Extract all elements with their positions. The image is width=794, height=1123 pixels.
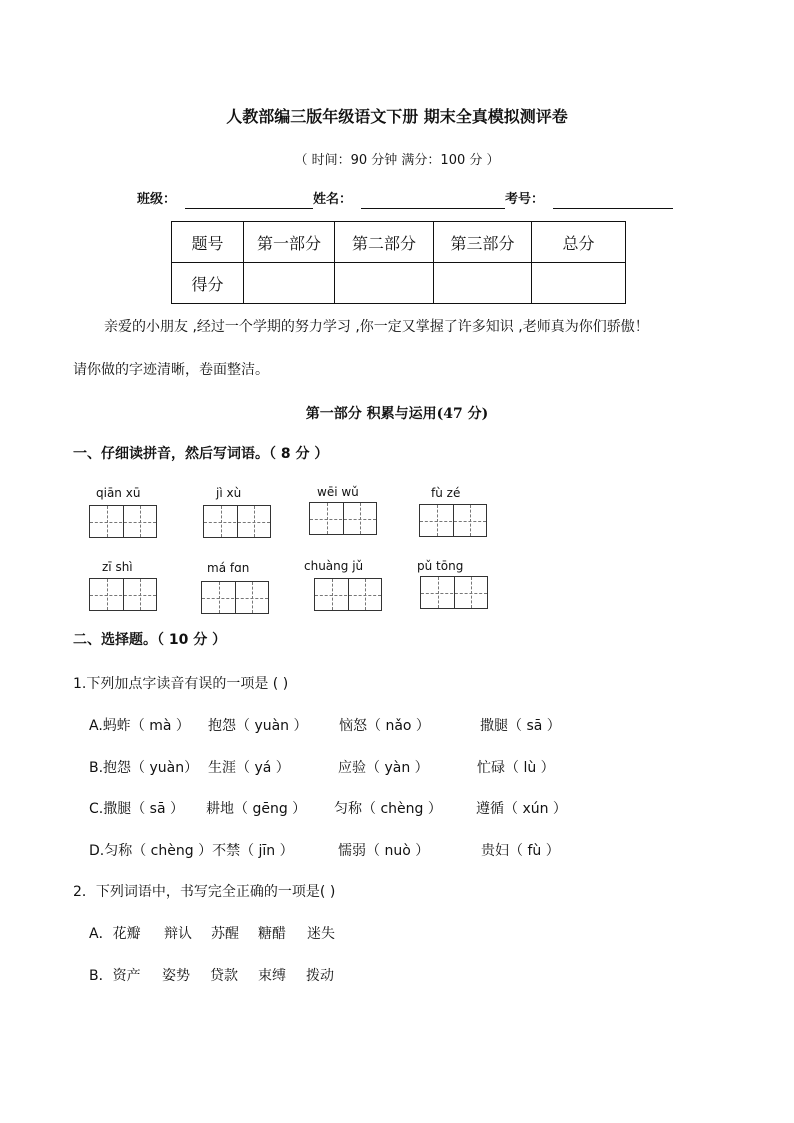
option-b-word-4: 忙碌（ lù ）: [477, 760, 555, 776]
q1-heading: 一、仔细读拼音，然后写词语。（ 8 分 ）: [73, 446, 329, 462]
exam-no-label: 考号：: [505, 192, 545, 207]
score-row-label: 得分: [172, 263, 244, 304]
writing-grid-box[interactable]: [89, 505, 157, 538]
writing-grid-box[interactable]: [89, 578, 157, 611]
intro-line-1: 亲爱的小朋友 ,经过一个学期的努力学习 ,你一定又掌握了许多知识 ,老师真为你们骄傲！: [104, 319, 649, 335]
table-header-cell: 第三部分: [434, 222, 532, 263]
option-a-word-3: 苏醒: [211, 926, 239, 942]
option-a-word-5: 迷失: [307, 926, 335, 942]
writing-grid-box[interactable]: [420, 576, 488, 609]
option-b-word-5: 拨动: [306, 968, 334, 984]
table-header-cell: 题号: [172, 222, 244, 263]
pinyin-label: zī shì: [102, 560, 133, 574]
pinyin-label: pǔ tōng: [417, 559, 464, 573]
option-b-word-1: B.抱怨（ yuàn）: [89, 760, 199, 776]
pinyin-label: jì xù: [216, 486, 242, 500]
option-b-word-4: 束缚: [258, 968, 286, 984]
page-title: 人教部编三版年级语文下册 期末全真模拟测评卷: [226, 107, 568, 126]
option-c-word-3: 匀称（ chèng ）: [334, 801, 442, 817]
option-d-word-1-2: D.匀称（ chèng ）不禁（ jīn ）: [89, 843, 294, 859]
option-c-word-2: 耕地（ gēng ）: [206, 801, 307, 817]
q2-heading: 二、选择题。（ 10 分 ）: [73, 632, 227, 648]
q2-item-1-stem: 1.下列加点字读音有误的一项是 ( ): [73, 676, 289, 692]
option-b-word-2: 姿势: [162, 968, 190, 984]
option-b-word-1: B．资产: [89, 968, 141, 984]
name-blank[interactable]: [361, 193, 505, 209]
writing-grid-box[interactable]: [203, 505, 271, 538]
exam-no-blank[interactable]: [553, 193, 673, 209]
score-table-score-row: [172, 263, 626, 304]
option-a-word-1: A.蚂蚱（ mà ）: [89, 718, 190, 734]
option-a-word-2: 辩认: [164, 926, 192, 942]
writing-grid-box[interactable]: [309, 502, 377, 535]
pinyin-label: qiān xū: [96, 486, 141, 500]
q2-item-2-stem: 2．下列词语中，书写完全正确的一项是( ): [73, 884, 336, 900]
score-table: [171, 221, 626, 304]
score-cell[interactable]: [532, 263, 626, 304]
name-label: 姓名：: [313, 192, 353, 207]
pinyin-label: chuàng jǔ: [304, 559, 364, 573]
option-c-word-4: 遵循（ xún ）: [476, 801, 567, 817]
option-b-word-3: 贷款: [210, 968, 238, 984]
option-a-word-4: 撒腿（ sā ）: [480, 718, 561, 734]
option-a-word-1: A．花瓣: [89, 926, 141, 942]
score-cell[interactable]: [335, 263, 434, 304]
section-1-title: 第一部分 积累与运用(47 分): [305, 406, 489, 422]
score-cell[interactable]: [244, 263, 335, 304]
option-a-word-3: 恼怒（ nǎo ）: [339, 718, 430, 734]
class-label: 班级：: [137, 192, 177, 207]
table-header-cell: 第二部分: [335, 222, 434, 263]
exam-time-score: （ 时间：90 分钟 满分：100 分 ）: [294, 153, 500, 168]
option-a-word-4: 糖醋: [258, 926, 286, 942]
option-a-word-2: 抱怨（ yuàn ）: [208, 718, 308, 734]
writing-grid-box[interactable]: [419, 504, 487, 537]
option-d-word-3: 懦弱（ nuò ）: [338, 843, 430, 859]
table-header-cell: 总分: [532, 222, 626, 263]
option-d-word-4: 贵妇（ fù ）: [481, 843, 560, 859]
pinyin-label: fù zé: [431, 486, 461, 500]
option-b-word-3: 应验（ yàn ）: [338, 760, 429, 776]
score-table-header-row: [172, 222, 626, 263]
table-header-cell: 第一部分: [244, 222, 335, 263]
score-cell[interactable]: [434, 263, 532, 304]
writing-grid-box[interactable]: [314, 578, 382, 611]
intro-line-2: 请你做的字迹清晰，卷面整洁。: [73, 362, 269, 378]
option-c-word-1: C.撒腿（ sā ）: [89, 801, 184, 817]
writing-grid-box[interactable]: [201, 581, 269, 614]
option-b-word-2: 生涯（ yá ）: [208, 760, 290, 776]
class-blank[interactable]: [185, 193, 313, 209]
pinyin-label: wēi wǔ: [317, 485, 359, 499]
pinyin-label: má fɑn: [207, 561, 250, 575]
